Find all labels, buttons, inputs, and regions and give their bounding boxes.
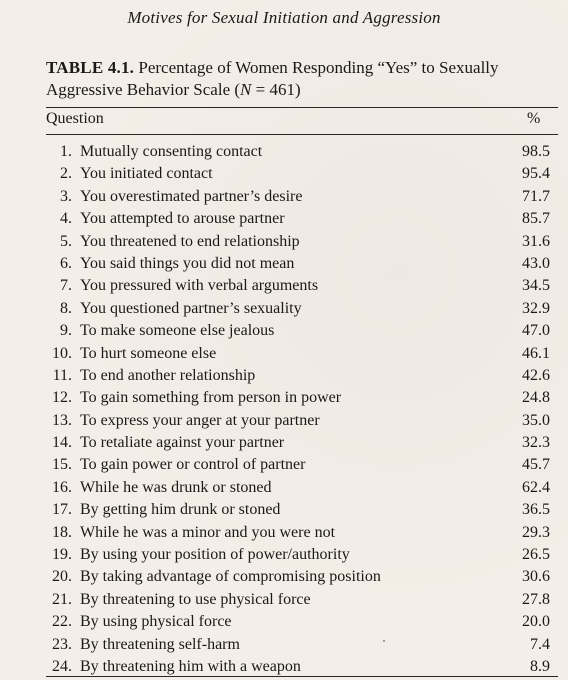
row-percent: 46.1 <box>522 344 550 362</box>
table-header-rule <box>46 134 558 135</box>
row-question: To hurt someone else <box>80 344 217 362</box>
row-number: 2. <box>60 165 72 183</box>
row-question: To gain something from person in power <box>80 389 342 407</box>
row-number: 22. <box>52 613 72 631</box>
table-row <box>46 298 558 320</box>
table-caption <box>46 57 558 101</box>
row-percent: 98.5 <box>522 143 550 160</box>
row-number: 4. <box>60 210 72 228</box>
row-number: 13. <box>52 411 72 429</box>
row-percent: 43.0 <box>522 254 550 272</box>
table-row <box>46 253 558 275</box>
row-question: By threatening self-harm <box>80 635 240 653</box>
table-row <box>46 589 558 611</box>
row-percent: 32.9 <box>522 299 550 317</box>
row-number: 24. <box>52 657 72 675</box>
row-question: To retaliate against your partner <box>80 434 285 452</box>
row-question: By getting him drunk or stoned <box>80 501 281 519</box>
row-question: You said things you did not mean <box>80 254 295 272</box>
row-percent: 85.7 <box>522 210 550 228</box>
row-question: By using physical force <box>80 613 232 631</box>
row-number: 1. <box>60 143 72 160</box>
row-number: 12. <box>52 389 72 407</box>
table-row <box>46 410 558 432</box>
table-label: TABLE 4.1. <box>46 58 135 77</box>
table-row <box>46 231 558 253</box>
row-question: By threatening to use physical force <box>80 590 311 608</box>
row-question: You initiated contact <box>80 165 213 183</box>
table-row <box>46 186 558 208</box>
row-number: 5. <box>60 232 72 250</box>
row-percent: 31.6 <box>522 232 550 250</box>
column-header-question: Question <box>46 110 104 127</box>
row-question: To make someone else jealous <box>80 322 275 340</box>
row-percent: 71.7 <box>522 187 550 205</box>
row-percent: 8.9 <box>530 657 550 675</box>
row-question: By taking advantage of compromising position <box>80 568 381 586</box>
row-question: You questioned partner’s sexuality <box>80 299 302 317</box>
row-number: 11. <box>52 366 72 384</box>
row-percent: 24.8 <box>522 389 550 407</box>
row-percent: 36.5 <box>522 501 550 519</box>
row-percent: 20.0 <box>522 613 550 631</box>
table-body <box>46 141 558 678</box>
row-number: 7. <box>60 277 72 295</box>
row-percent: 26.5 <box>522 546 550 564</box>
table-row <box>46 163 558 185</box>
table-row <box>46 454 558 476</box>
table-n-symbol: N <box>240 80 252 99</box>
row-number: 17. <box>52 501 72 519</box>
row-number: 19. <box>52 546 72 564</box>
row-percent: 7.4 <box>530 635 550 653</box>
row-number: 9. <box>60 322 72 340</box>
row-question: Mutually consenting contact <box>80 143 263 160</box>
table-title-part1: Percentage of Women Responding “Yes” to Sexually Aggressive Behavior Scale ( <box>46 58 499 99</box>
row-percent: 95.4 <box>522 165 550 183</box>
table-top-rule <box>46 107 558 108</box>
row-number: 20. <box>52 568 72 586</box>
row-number: 8. <box>60 299 72 317</box>
row-number: 16. <box>52 478 72 496</box>
running-head: Motives for Sexual Initiation and Aggression <box>127 8 441 27</box>
row-percent: 62.4 <box>522 478 550 496</box>
row-question: While he was a minor and you were not <box>80 523 336 541</box>
row-percent: 30.6 <box>522 568 550 586</box>
table-row <box>46 320 558 342</box>
row-percent: 29.3 <box>522 523 550 541</box>
row-question: To gain power or control of partner <box>80 456 306 474</box>
row-percent: 47.0 <box>522 322 550 340</box>
row-number: 10. <box>52 344 72 362</box>
row-percent: 35.0 <box>522 411 550 429</box>
column-header-percent: % <box>527 110 541 127</box>
row-percent: 27.8 <box>522 590 550 608</box>
row-number: 3. <box>60 187 72 205</box>
table-row <box>46 544 558 566</box>
row-question: You threatened to end relationship <box>80 232 300 250</box>
table-row <box>46 275 558 297</box>
row-number: 23. <box>52 635 72 653</box>
table-row <box>46 208 558 230</box>
row-question: You pressured with verbal arguments <box>80 277 319 295</box>
table-title-part2: = 461) <box>251 80 301 99</box>
row-question: To express your anger at your partner <box>80 411 320 429</box>
table-row <box>46 634 558 656</box>
table-row <box>46 522 558 544</box>
row-number: 15. <box>52 456 72 474</box>
table-row <box>46 343 558 365</box>
table-row <box>46 141 558 163</box>
table-bottom-rule <box>46 676 558 677</box>
row-question: To end another relationship <box>80 366 256 384</box>
row-question: You overestimated partner’s desire <box>80 187 303 205</box>
table-row <box>46 566 558 588</box>
table-row <box>46 499 558 521</box>
row-percent: 42.6 <box>522 366 550 384</box>
table-row <box>46 432 558 454</box>
row-question: By threatening him with a weapon <box>80 657 301 675</box>
table-row <box>46 387 558 409</box>
row-percent: 45.7 <box>522 456 550 474</box>
table-row <box>46 365 558 387</box>
row-number: 6. <box>60 254 72 272</box>
row-number: 14. <box>52 434 72 452</box>
row-percent: 32.3 <box>522 434 550 452</box>
row-question: You attempted to arouse partner <box>80 210 285 228</box>
row-question: By using your position of power/authority <box>80 546 350 564</box>
row-question: While he was drunk or stoned <box>80 478 272 496</box>
row-number: 18. <box>52 523 72 541</box>
paper-speck <box>383 640 385 642</box>
table-row <box>46 611 558 633</box>
row-number: 21. <box>52 590 72 608</box>
table-row <box>46 477 558 499</box>
row-percent: 34.5 <box>522 277 550 295</box>
